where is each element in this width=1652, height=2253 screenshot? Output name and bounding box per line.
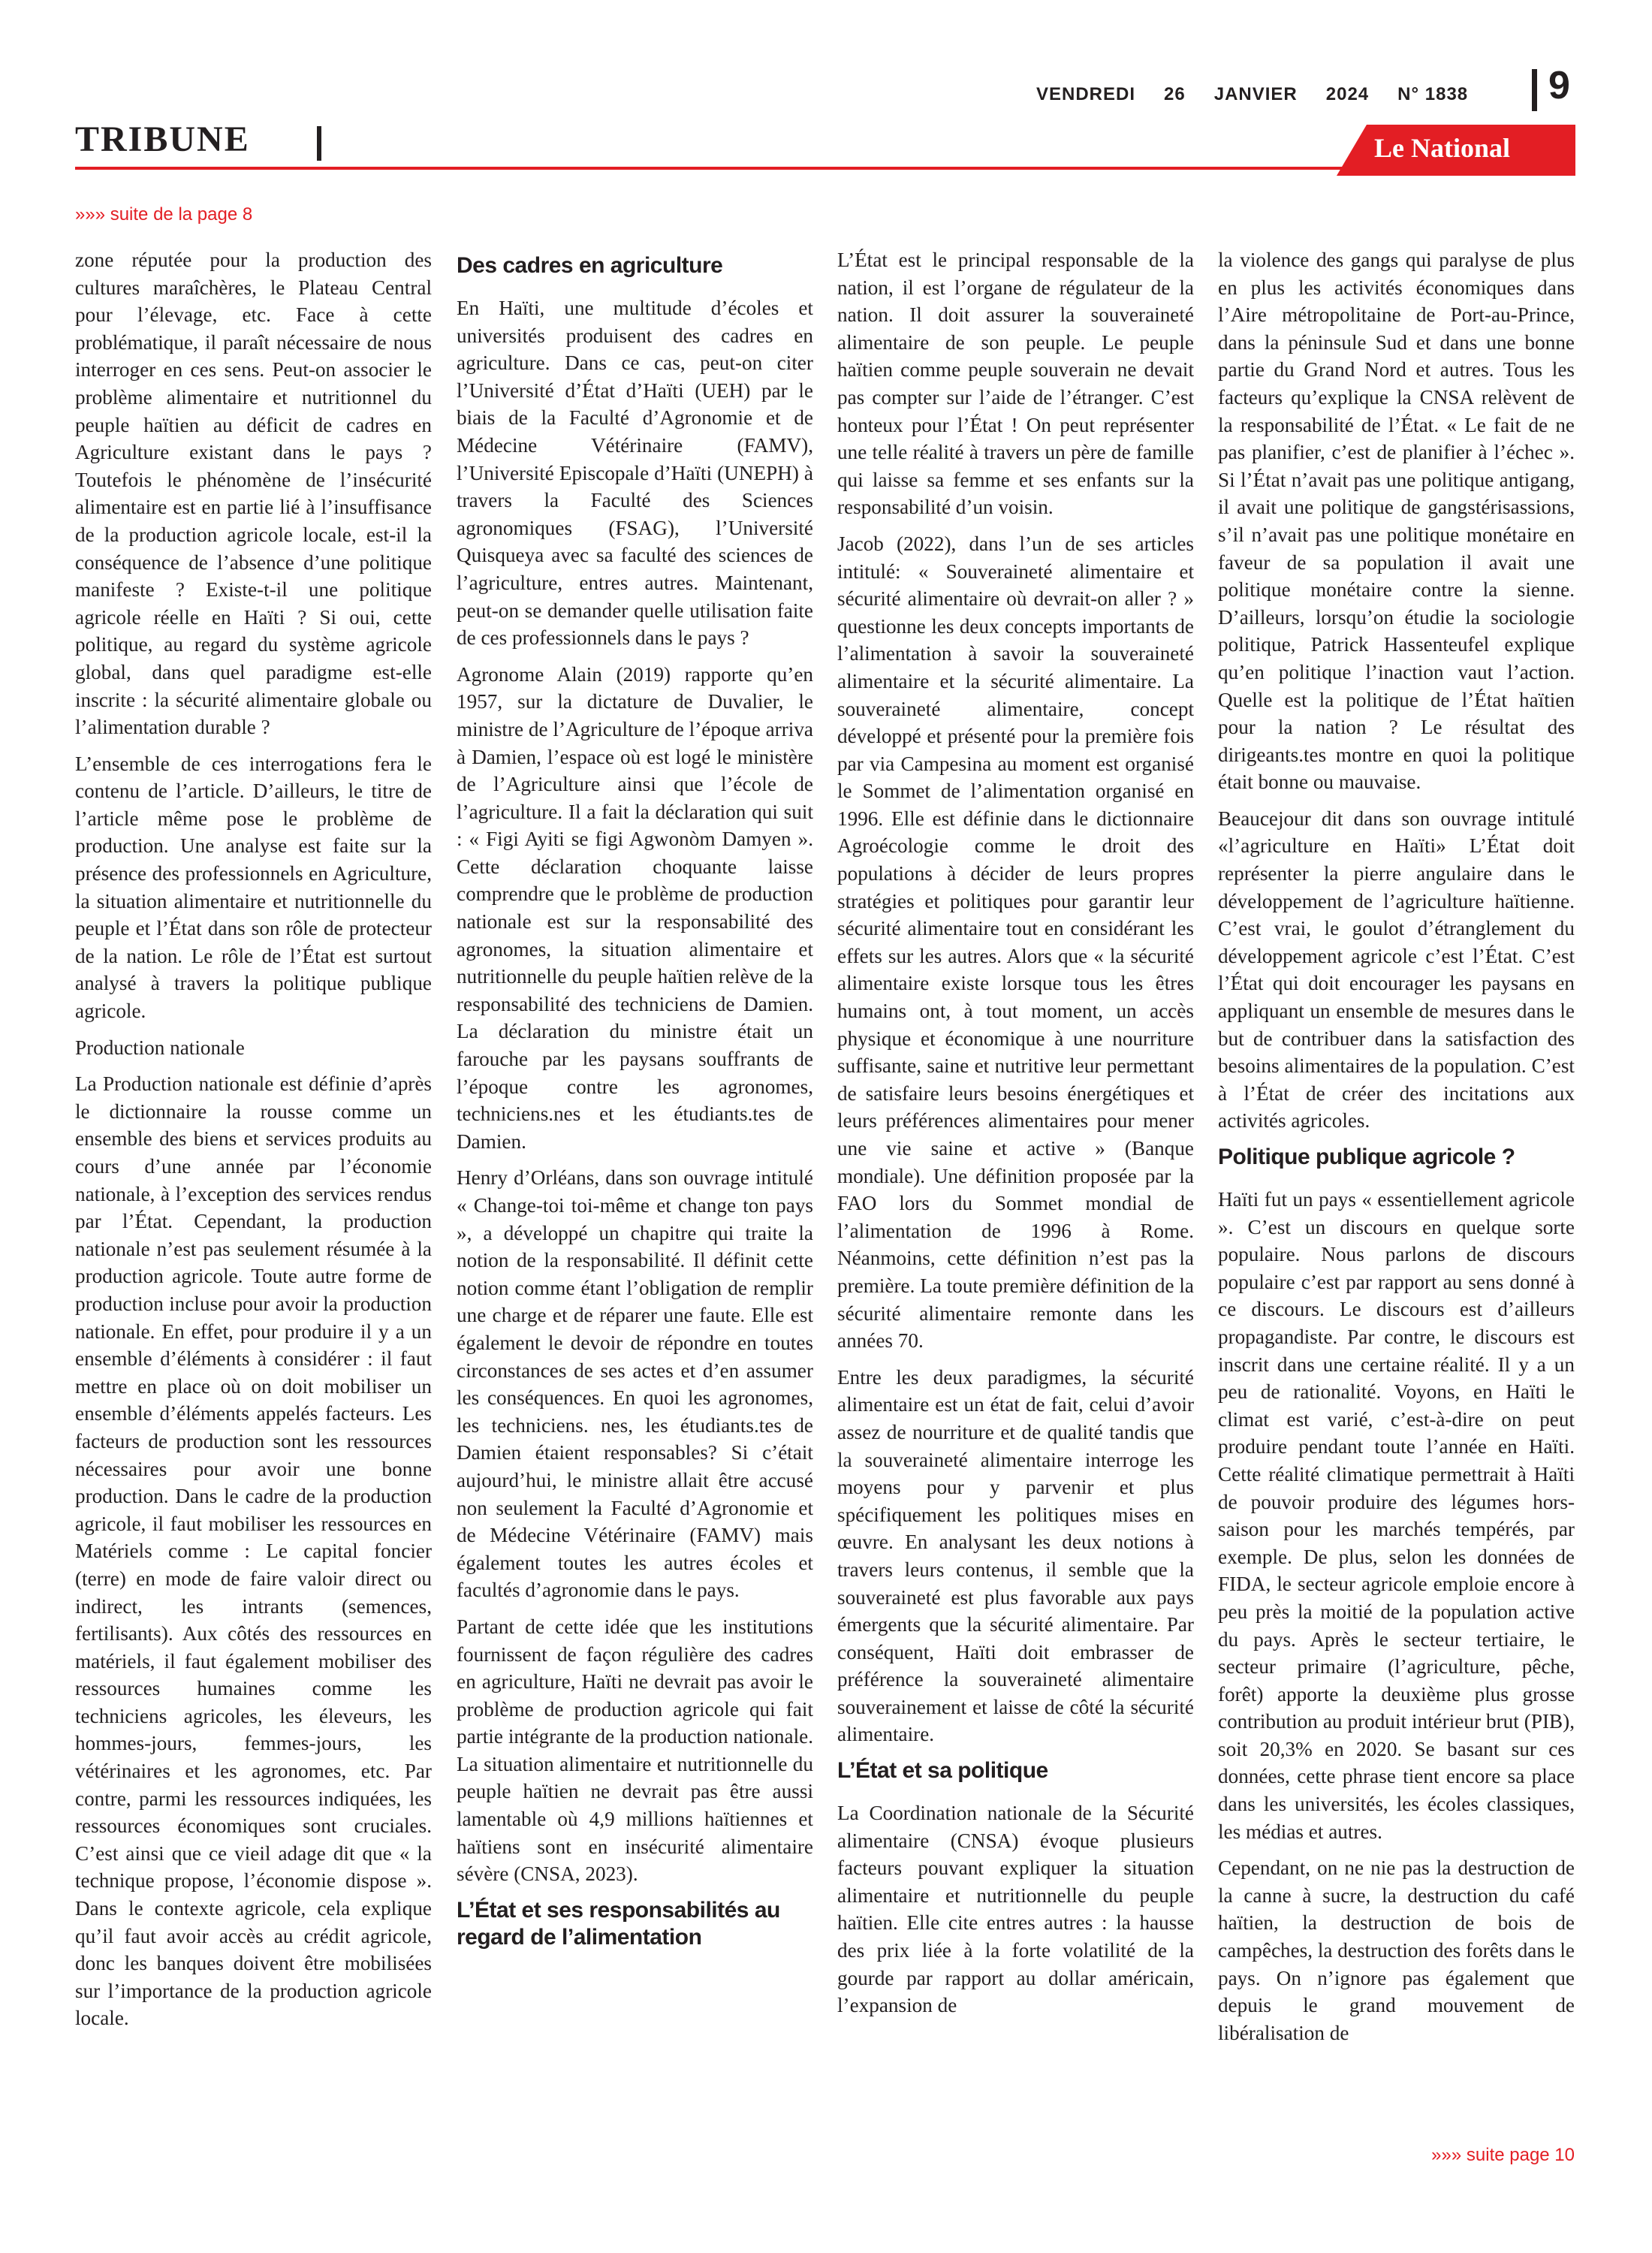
page-number: 9 [1548, 64, 1570, 107]
paragraph: La Coordination nationale de la Sécurité alimentaire (CNSA) évoque plusieurs facteurs pouvant expliquer la situation alimentaire et nutritionnelle du peuple haïtien. Elle cite entres autres : la hausse des prix liée à la forte volatilité de la gourde par rapport au dollar américain, l’expansion de [837, 1802, 1194, 2017]
issue-month: JANVIER [1213, 84, 1298, 104]
article-column-3 [837, 246, 1194, 2139]
paragraph: Partant de cette idée que les institutions fournissent de façon régulière des cadres en agriculture, Haïti ne devrait pas avoir le problème de production agricole qui fait partie intégrante de la production nationale. La situation alimentaire et nutritionnelle du peuple haïtien ne devrait pas être aussi lamentable où 4,9 millions haïtiennes et haïtiens sont en insécurité alimentaire sévère (CNSA, 2023). [457, 1615, 813, 1886]
paragraph: Cependant, on ne nie pas la destruction de la canne à sucre, la destruction du café haïtien, la destruction de bois de campêches, la destruction des forêts dans le pays. On n’ignore pas également que depuis le grand mouvement de libéralisation de [1218, 1856, 1575, 2044]
heading-politique-publique: Politique publique agricole ? [1218, 1145, 1515, 1169]
issue-date-line [1036, 84, 1497, 105]
article-column-2 [457, 252, 813, 2145]
section-title: TRIBUNE [75, 119, 250, 159]
heading-etat-politique: L’État et sa politique [837, 1758, 1048, 1784]
continued-from-link[interactable]: »»» suite de la page 8 [75, 204, 253, 225]
paragraph: Henry d’Orléans, dans son ouvrage intitulé « Change-toi toi-même et change ton pays », a développé un chapitre qui traite la notion de la responsabilité. Il définit cette notion comme étant l’obligation de remplir une charge et de réparer une faute. Elle est également le devoir de répondre en toutes circonstances de ses actes et d’en assumer les conséquences. En quoi les agronomes, les techniciens. nes, les étudiants.tes de Damien étaient responsables? Si c’était aujourd’hui, le ministre allait être accusé non seulement la Faculté d’Agronomie et de Médecine Vétérinaire (FAMV) mais également toutes les autres écoles et facultés d’agronomie dans le pays. [457, 1166, 813, 1602]
subheading-production-nationale: Production nationale [75, 1036, 245, 1059]
paragraph: Entre les deux paradigmes, la sécurité alimentaire est un état de fait, celui d’avoir assez de nourriture et de qualité tandis que la souveraineté alimentaire interroge les moyens pour y parvenir et plus spécifiquement les politiques mises en œuvre. En analysant les deux notions à travers leurs contenus, il semble que la souveraineté est plus favorable aux pays émergents que la sécurité alimentaire. Par conséquent, Haïti doit embrasser de préférence la souveraineté alimentaire souverainement et laisse de côté la sécurité alimentaire. [837, 1365, 1194, 1746]
paragraph: la violence des gangs qui paralyse de plus en plus les activités économiques dans l’Aire métropolitaine de Port-au-Prince, dans la péninsule Sud et dans une bonne partie du Grand Nord et autres. Tous les facteurs qu’explique la CNSA relèvent de la responsabilité de l’État. « Le fait de ne pas planifier, c’est de planifier à l’échec ». Si l’État n’avait pas une politique antigang, il avait une politique de gangstérisassions, s’il n’avait pas une politique monétaire en faveur de sa population il avait une politique monétaire contre la sienne. D’ailleurs, lorsqu’on étudie la sociologie politique, Patrick Hassenteufel explique qu’en politique l’inaction vaut l’action. Quelle est la politique de l’État haïtien pour la nation ? Le résultat des dirigeants.tes montre en quoi la politique était bonne ou mauvaise. [1218, 249, 1575, 794]
paragraph: zone réputée pour la production des cultures maraîchères, le Plateau Central pour l’élevage, etc. Face à cette problématique, il paraît nécessaire de nous interroger en ces sens. Peut-on associer le problème alimentaire et nutritionnel du peuple haïtien au déficit de cadres en Agriculture existant dans le pays ? Toutefois le phénomène de l’insécurité alimentaire est en partie lié à l’insuffisance de la production agricole locale, est-il la conséquence de l’absence d’une politique manifeste ? Existe-t-il une politique agricole réelle en Haïti ? Si oui, cette politique, au regard du système agricole global, dans quel paradigme est-elle inscrite : la sécurité alimentaire globale ou l’alimentation durable ? [75, 249, 432, 739]
paragraph: L’État est le principal responsable de la nation, il est l’organe de régulateur de la nation. Il doit assurer la souveraineté alimentaire de son peuple. Le peuple haïtien comme peuple souverain ne devait pas compter sur l’aide de l’étranger. C’est honteux pour l’État ! On peut représenter une telle réalité à travers un père de famille qui laisse sa femme et ses enfants sur la responsabilité d’un voisin. [837, 249, 1194, 519]
issue-day: VENDREDI [1036, 84, 1136, 104]
paragraph: Beaucejour dit dans son ouvrage intitulé «l’agriculture en Haïti» L’État doit représenter la pierre angulaire dans le développement de l’agriculture haïtienne. C’est vrai, le goulot d’étranglement du développement agricole c’est l’État. C’est l’État qui doit encourager les paysans en appliquant un ensemble de mesures dans le but de contribuer dans la satisfaction des besoins alimentaires de la population. C’est à l’État de créer des incitations aux activités agricoles. [1218, 807, 1575, 1133]
paragraph: Jacob (2022), dans l’un de ses articles intitulé: « Souveraineté alimentaire et sécurité alimentaire où devrait-on aller ? » questionne les deux concepts importants de l’alimentation à savoir la souveraineté alimentaire et la sécurité alimentaire. La souveraineté alimentaire, concept développé et présenté pour la première fois par via Campesina au moment est organisé le Sommet de l’alimentation organisé en 1996. Elle est définie dans le dictionnaire Agroécologie comme le droit des populations à décider de leurs propres stratégies et politiques pour garantir leur sécurité alimentaire tout en considérant les effets sur les autres. Alors que « la sécurité alimentaire existe lorsque tous les êtres humains ont, à tout moment, un accès physique et économique à une nourriture suffisante, saine et nutritive leur permettant de satisfaire leurs besoins énergétiques et leurs préférences alimentaires pour mener une vie saine et active » (Banque mondiale). Une définition proposée par la FAO lors du Sommet mondial de l’alimentation de 1996 à Rome. Néanmoins, cette définition n’est pas la première. La toute première définition de la sécurité alimentaire remonte dans les années 70. [837, 532, 1194, 1353]
section-title-divider [317, 126, 321, 161]
page-number-divider [1532, 69, 1537, 111]
issue-year: 2024 [1325, 84, 1370, 104]
article-column-1 [75, 246, 432, 2139]
paragraph: La Production nationale est définie d’après le dictionnaire la rousse comme un ensemble des biens et services produits au cours d’une année par l’économie nationale, à l’exception des services rendus par l’État. Cependant, la production nationale n’est pas seulement résumée à la production agricole. Toute autre forme de production incluse pour avoir la production nationale. En effet, pour produire il y a un ensemble d’éléments à considérer : il faut mettre en place où on doit mobiliser un ensemble d’éléments appelés facteurs. Les facteurs de production sont les ressources nécessaires pour avoir une bonne production. Dans le cadre de la production agricole, il faut mobiliser les ressources en Matériels comme : Le capital foncier (terre) en mode de faire valoir direct ou indirect, les intrants (semences, fertilisants). Aux côtés des ressources en matériels, il faut également mobiliser des ressources humaines comme les techniciens agricoles, les éleveurs, les hommes-jours, femmes-jours, les vétérinaires et les agronomes, etc. Par contre, parmi les ressources indiquées, les ressources économiques sont cruciales. C’est ainsi que ce vieil adage dit que « la technique propose, l’économie dispose ». Dans le contexte agricole, cela explique qu’il faut avoir accès au crédit agricole, donc les banques doivent être mobilisées sur l’importance de la production agricole locale. [75, 1072, 432, 2030]
issue-number: N° 1838 [1397, 84, 1469, 104]
article-column-4 [1218, 246, 1575, 2139]
paragraph: En Haïti, une multitude d’écoles et universités produisent des cadres en agriculture. Dans ce cas, peut-on citer l’Université d’État d’Haïti (UEH) par le biais de la Faculté d’Agronomie et de Médecine Vétérinaire (FAMV), l’Université Episcopale d’Haïti (UNEPH) à travers la Faculté des Sciences agronomiques (FSAG), l’Université Quisqueya avec sa faculté des sciences de l’agriculture, entres autres. Maintenant, peut-on se demander quelle utilisation faite de ces professionnels dans le pays ? [457, 297, 813, 650]
issue-date-number: 26 [1164, 84, 1186, 104]
paragraph: Agronome Alain (2019) rapporte qu’en 1957, sur la dictature de Duvalier, le ministre de l’Agriculture de l’époque arriva à Damien, l’espace où est logé le ministère de l’Agriculture ainsi que l’école de l’agriculture. Il a fait la déclaration qui suit : « Figi Ayiti se figi Agwonòm Damyen ». Cette déclaration choquante laisse comprendre que le problème de production nationale est sur la responsabilité des agronomes, la situation alimentaire et nutritionnelle du peuple haïtien relève de la responsabilité des techniciens de Damien. La déclaration du ministre était un farouche par les paysans souffrants de l’époque contre les agronomes, techniciens.nes et les étudiants.tes de Damien. [457, 662, 813, 1153]
header-rule [75, 167, 1487, 170]
heading-etat-responsabilites: L’État et ses responsabilités au regard de l’alimentation [457, 1897, 780, 1950]
continued-to-link[interactable]: »»» suite page 10 [1431, 2145, 1575, 2165]
heading-des-cadres: Des cadres en agriculture [457, 253, 723, 278]
paragraph: L’ensemble de ces interrogations fera le contenu de l’article. D’ailleurs, le titre de l’article même pose le problème de production. Une analyse est faite sur la présence des professionnels en Agriculture, la situation alimentaire et nutritionnelle du peuple et l’État dans son rôle de protecteur de la nation. Le rôle de l’État est surtout analysé à travers la politique publique agricole. [75, 752, 432, 1023]
brand-name: Le National [1374, 133, 1511, 163]
paragraph: Haïti fut un pays « essentiellement agricole ». C’est un discours en quelque sorte populaire. Nous parlons de discours populaire c’est par rapport au sens donné à ce discours. Le discours est d’ailleurs propagandiste. Par contre, le discours est inscrit dans une certaine réalité. Il y a un peu de rationalité. Voyons, en Haïti le climat est varié, c’est-à-dire on peut produire pendant toute l’année en Haïti. Cette réalité climatique permettrait à Haïti de pouvoir produire des légumes hors-saison pour les marchés tempérés, par exemple. De plus, selon les données de FIDA, le secteur agricole emploie encore à peu près la moitié de la population active du pays. Après le secteur tertiaire, le secteur primaire (l’agriculture, pêche, forêt) apporte la deuxième plus grosse contribution au produit intérieur brut (PIB), soit 20,3% en 2020. Se basant sur ces données, cette phrase tient encore sa place dans les universités, les écoles classiques, les médias et autres. [1218, 1188, 1575, 1843]
